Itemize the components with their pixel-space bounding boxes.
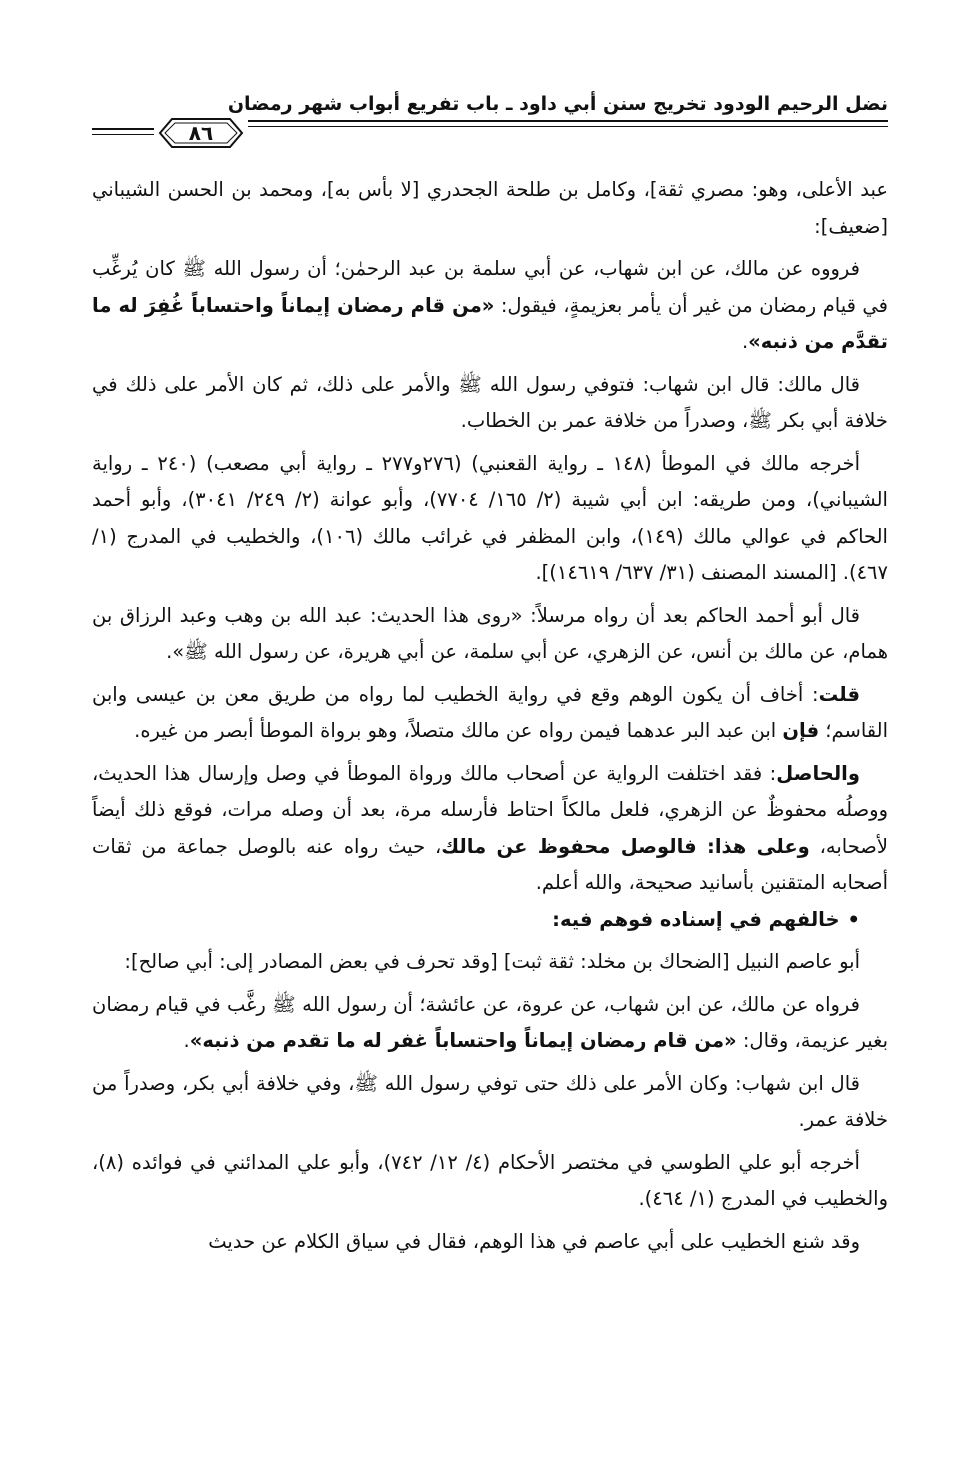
- paragraph-conclusion: [92, 756, 888, 902]
- punctuation: .: [741, 330, 749, 353]
- narration-text: فرووه عن مالك، عن ابن شهاب، عن أبي سلمة بن عبد الرحمٰن؛ أن رسول الله ﷺ كان يُرغِّب في قيام رمضان من غير أن يأمر بعزيمةٍ، فيقول:: [92, 257, 889, 317]
- running-title: نضل الرحيم الودود تخريج سنن أبي داود ـ باب تفريع أبواب شهر رمضان: [227, 93, 888, 115]
- page-number: ٨٦: [188, 121, 214, 145]
- paragraph-khatib-critique: وقد شنع الخطيب على أبي عاصم في هذا الوهم، فقال في سياق الكلام عن حديث: [208, 1229, 860, 1253]
- conclusion-text-end: ، حيث رواه عنه بالوصل جماعة من ثقات أصحابه المتقنين بأسانيد صحيحة، والله أعلم.: [92, 834, 888, 894]
- paragraph-abu-asim-narration: [92, 987, 888, 1060]
- paragraph-malik-narration: [92, 251, 888, 361]
- section-heading-bullet: [92, 902, 888, 939]
- conclusion-text: : فقد اختلفت الرواية عن أصحاب مالك ورواة الموطأ في وصل وإرسال هذا الحديث، ووصلُه محفوظٌ عن الزهري، فلعل مالكاً احتاط فأرسله مرة، بعد أن وصله مرات، فوقع ذلك أيضاً لأصحابه،: [92, 761, 888, 858]
- hadith-text: «من قام رمضان إيماناً واحتساباً غُفِرَ له ما تقدَّم من ذنبه»: [92, 293, 888, 353]
- header-rule-left-bottom: [92, 134, 154, 135]
- section-heading: خالفهم في إسناده فوهم فيه:: [552, 907, 840, 931]
- narration-text: فرواه عن مالك، عن ابن شهاب، عن عروة، عن عائشة؛ أن رسول الله ﷺ رغَّب في قيام رمضان بغير عزيمة، وقال:: [92, 992, 888, 1052]
- page-body: [92, 172, 888, 1260]
- conclusion-emphasis: وعلى هذا: فالوصل محفوظ عن مالك: [441, 834, 810, 858]
- paragraph-malik-statement: قال مالك: قال ابن شهاب: فتوفي رسول الله ﷺ والأمر على ذلك، ثم كان الأمر على ذلك في خلافة أبي بكر ﷺ، وصدراً من خلافة عمر بن الخطاب.: [92, 372, 888, 432]
- paragraph-narrators-list: عبد الأعلى، وهو: مصري ثقة]، وكامل بن طلحة الجحدري [لا بأس به]، ومحمد بن الحسن الشيباني [ضعيف]:: [92, 178, 888, 238]
- header-rule-left-top: [92, 128, 154, 130]
- paragraph-takhrij-malik: أخرجه مالك في الموطأ (١٤٨ ـ رواية القعنبي) (٢٧٦و٢٧٧ ـ رواية أبي مصعب) (٢٤٠ ـ رواية الشيباني)، ومن طريقه: ابن أبي شيبة (٢/ ١٦٥/ ٧٧٠٤)، وأبو عوانة (٢/ ٢٤٩/ ٣٠٤١)، وأبو أحمد الحاكم في عوالي مالك (١٤٩)، وابن المظفر في غرائب مالك (١٠٦)، والخطيب في المدرج (١/ ٤٦٧). [المسند المصنف (٣١/ ٦٣٧/ ١٤٦١٩)].: [92, 451, 888, 584]
- page-number-badge: [158, 116, 244, 150]
- paragraph-abu-asim: أبو عاصم النبيل [الضحاك بن مخلد: ثقة ثبت] [وقد تحرف في بعض المصادر إلى: أبي صالح]:: [124, 950, 860, 973]
- paragraph-hakim-statement: قال أبو أحمد الحاكم بعد أن رواه مرسلاً: «روى هذا الحديث: عبد الله بن وهب وعبد الرزاق بن همام، عن مالك بن أنس، عن الزهري، عن أبي سلمة، عن أبي هريرة، عن رسول الله ﷺ».: [92, 603, 888, 663]
- paragraph-takhrij-abu-asim: أخرجه أبو علي الطوسي في مختصر الأحكام (٤/ ١٢/ ٧٤٢)، وأبو علي المدائني في فوائده (٨)، والخطيب في المدرج (١/ ٤٦٤).: [92, 1150, 888, 1210]
- comment-label: قلت: [818, 682, 860, 706]
- comment-text: : أخاف أن يكون الوهم وقع في رواية الخطيب لما رواه من طريق معن بن عيسى وابن القاسم؛: [92, 682, 888, 742]
- header-rule-bottom: [248, 126, 888, 127]
- header-rule-top: [248, 120, 888, 122]
- paragraph-author-comment: [92, 677, 888, 750]
- bullet-icon: •: [847, 907, 860, 931]
- hadith-text: «من قام رمضان إيماناً واحتساباً غفر له ما تقدم من ذنبه»: [189, 1029, 737, 1052]
- paragraph-ibn-shihab-statement: قال ابن شهاب: وكان الأمر على ذلك حتى توفي رسول الله ﷺ، وفي خلافة أبي بكر، وصدراً من خلافة عمر.: [92, 1071, 888, 1131]
- comment-text-end: ابن عبد البر عدهما فيمن رواه عن مالك متصلاً، وهو برواة الموطأ أبصر من غيره.: [134, 719, 783, 742]
- comment-emphasis: فإن: [782, 719, 820, 742]
- conclusion-label: والحاصل: [776, 761, 860, 785]
- punctuation: .: [183, 1029, 190, 1052]
